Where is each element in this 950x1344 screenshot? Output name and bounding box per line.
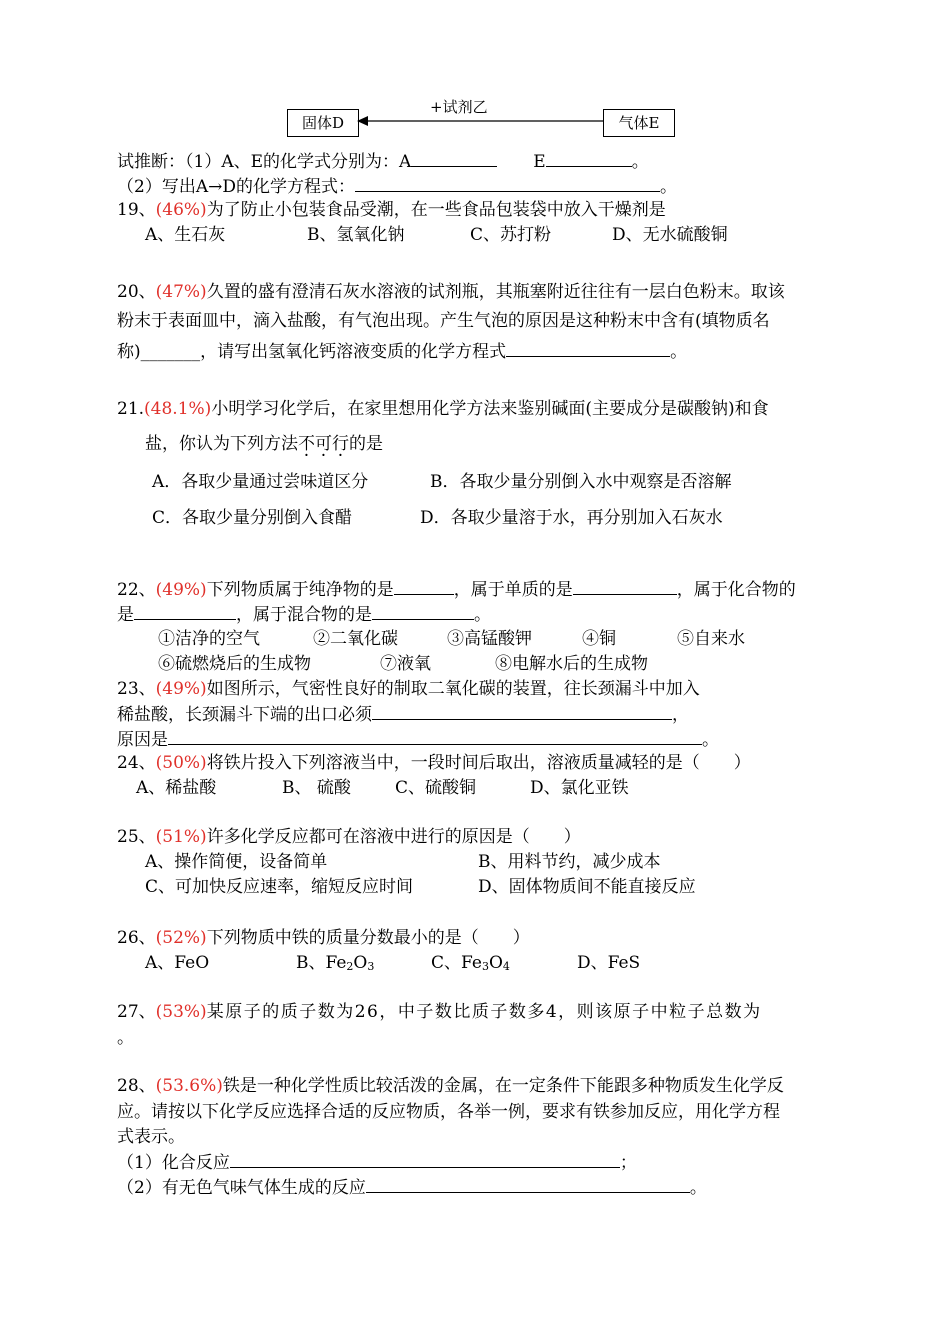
q24-stem: 24、(50%)将铁片投入下列溶液当中，一段时间后取出，溶液质量减轻的是（ ）	[117, 753, 751, 773]
q23-line3: 原因是 。	[117, 730, 719, 750]
q24-option-b[interactable]: B、 硫酸	[282, 778, 351, 798]
q19-option-d[interactable]: D、无水硫酸铜	[612, 225, 728, 245]
answer-blank-e[interactable]	[546, 150, 632, 167]
answer-blank-gas-reaction[interactable]	[366, 1176, 690, 1193]
q20-line2: 粉末于表面皿中，滴入盐酸，有气泡出现。产生气泡的原因是这种粉末中含有(填物质名	[117, 311, 770, 331]
q22-item-3: ③高锰酸钾	[447, 629, 532, 649]
q22-item-7: ⑦液氧	[380, 654, 431, 674]
q28-line1: 28、(53.6%)铁是一种化学性质比较活泼的金属，在一定条件下能跟多种物质发生化学反	[117, 1076, 784, 1096]
q25-option-d[interactable]: D、固体物质间不能直接反应	[478, 877, 696, 897]
q19-option-c[interactable]: C、苏打粉	[470, 225, 552, 245]
q26-option-b[interactable]: B、$Fe_2O_3$	[296, 953, 375, 973]
q23-line1: 23、(49%)如图所示，气密性良好的制取二氧化碳的装置，往长颈漏斗中加入	[117, 679, 700, 699]
q25-option-c[interactable]: C、可加快反应速率，缩短反应时间	[145, 877, 414, 897]
q24-option-c[interactable]: C、硫酸铜	[395, 778, 477, 798]
q18-line2: （2）写出A→D的化学方程式： 。	[117, 177, 677, 197]
q25-option-a[interactable]: A、操作简便，设备简单	[145, 852, 328, 872]
q22-item-1: ①洁净的空气	[158, 629, 260, 649]
q27-line2: 。	[117, 1028, 134, 1048]
q21-line2: 盐，你认为下列方法不可行的是	[145, 434, 383, 454]
emphasis-char: 可	[315, 434, 332, 454]
reagent-label: +试剂乙	[430, 98, 488, 116]
answer-blank-compound[interactable]	[134, 603, 236, 620]
q20-line3: 称)_______，请写出氢氧化钙溶液变质的化学方程式 。	[117, 342, 688, 362]
answer-blank-combination[interactable]	[230, 1151, 620, 1168]
emphasis-char: 行	[332, 434, 349, 454]
q22-line2: 是 ，属于混合物的是 。	[117, 605, 491, 625]
gas-e-box: 气体E	[603, 109, 675, 137]
q21-option-a[interactable]: A．各取少量通过尝味道区分	[152, 472, 369, 492]
q19-stem: 19、(46%)为了防止小包装食品受潮，在一些食品包装袋中放入干燥剂是	[117, 200, 666, 220]
q18-line1: 试推断：（1）A、E的化学式分别为：A E 。	[117, 152, 649, 172]
answer-blank-reason[interactable]	[168, 728, 702, 745]
q26-option-c[interactable]: C、$Fe_3O_4$	[431, 953, 510, 973]
answer-blank-pure[interactable]	[394, 578, 454, 595]
q25-stem: 25、(51%)许多化学反应都可在溶液中进行的原因是（ ）	[117, 827, 581, 847]
answer-blank-equation[interactable]	[355, 175, 660, 192]
q24-option-d[interactable]: D、氯化亚铁	[530, 778, 629, 798]
q22-item-8: ⑧电解水后的生成物	[495, 654, 648, 674]
q28-line3: 式表示。	[117, 1127, 185, 1147]
q19-option-a[interactable]: A、生石灰	[145, 225, 226, 245]
q21-option-c[interactable]: C．各取少量分别倒入食醋	[152, 508, 353, 528]
emphasis-char: 不	[298, 434, 315, 454]
q26-option-a[interactable]: A、FeO	[145, 953, 210, 973]
q27-line1: 27、(53%)某原子的质子数为26，中子数比质子数多4，则该原子中粒子总数为	[117, 1002, 762, 1022]
q26-stem: 26、(52%)下列物质中铁的质量分数最小的是（ ）	[117, 928, 530, 948]
q19-option-b[interactable]: B、氢氧化钠	[307, 225, 405, 245]
q24-option-a[interactable]: A、稀盐酸	[136, 778, 217, 798]
q20-line1: 20、(47%)久置的盛有澄清石灰水溶液的试剂瓶，其瓶塞附近往往有一层白色粉末。取该	[117, 282, 785, 302]
answer-blank-element[interactable]	[573, 578, 677, 595]
q22-item-5: ⑤自来水	[677, 629, 745, 649]
q21-line1: 21.(48.1%)小明学习化学后，在家里想用化学方法来鉴别碱面(主要成分是碳酸钠)和食	[117, 399, 769, 419]
q23-line2: 稀盐酸，长颈漏斗下端的出口必须 ，	[117, 705, 689, 725]
q21-option-d[interactable]: D．各取少量溶于水，再分别加入石灰水	[420, 508, 723, 528]
answer-blank-outlet[interactable]	[372, 703, 672, 720]
q28-line2: 应。请按以下化学反应选择合适的反应物质，各举一例，要求有铁参加反应，用化学方程	[117, 1102, 780, 1122]
answer-blank-equation[interactable]	[506, 340, 670, 357]
q22-item-4: ④铜	[582, 629, 616, 649]
arrow-left-icon	[357, 115, 604, 127]
q22-item-2: ②二氧化碳	[313, 629, 398, 649]
answer-blank-a[interactable]	[411, 150, 497, 167]
q28-sub2: （2）有无色气味气体生成的反应 。	[117, 1178, 707, 1198]
q21-option-b[interactable]: B．各取少量分别倒入水中观察是否溶解	[430, 472, 732, 492]
q22-item-6: ⑥硫燃烧后的生成物	[158, 654, 311, 674]
q25-option-b[interactable]: B、用料节约，减少成本	[478, 852, 661, 872]
q26-option-d[interactable]: D、FeS	[577, 953, 641, 973]
q22-line1: 22、(49%)下列物质属于纯净物的是 ，属于单质的是 ，属于化合物的	[117, 580, 796, 600]
solid-d-box: 固体D	[287, 109, 359, 137]
answer-blank-mixture[interactable]	[372, 603, 474, 620]
q28-sub1: （1）化合反应 ；	[117, 1153, 637, 1173]
